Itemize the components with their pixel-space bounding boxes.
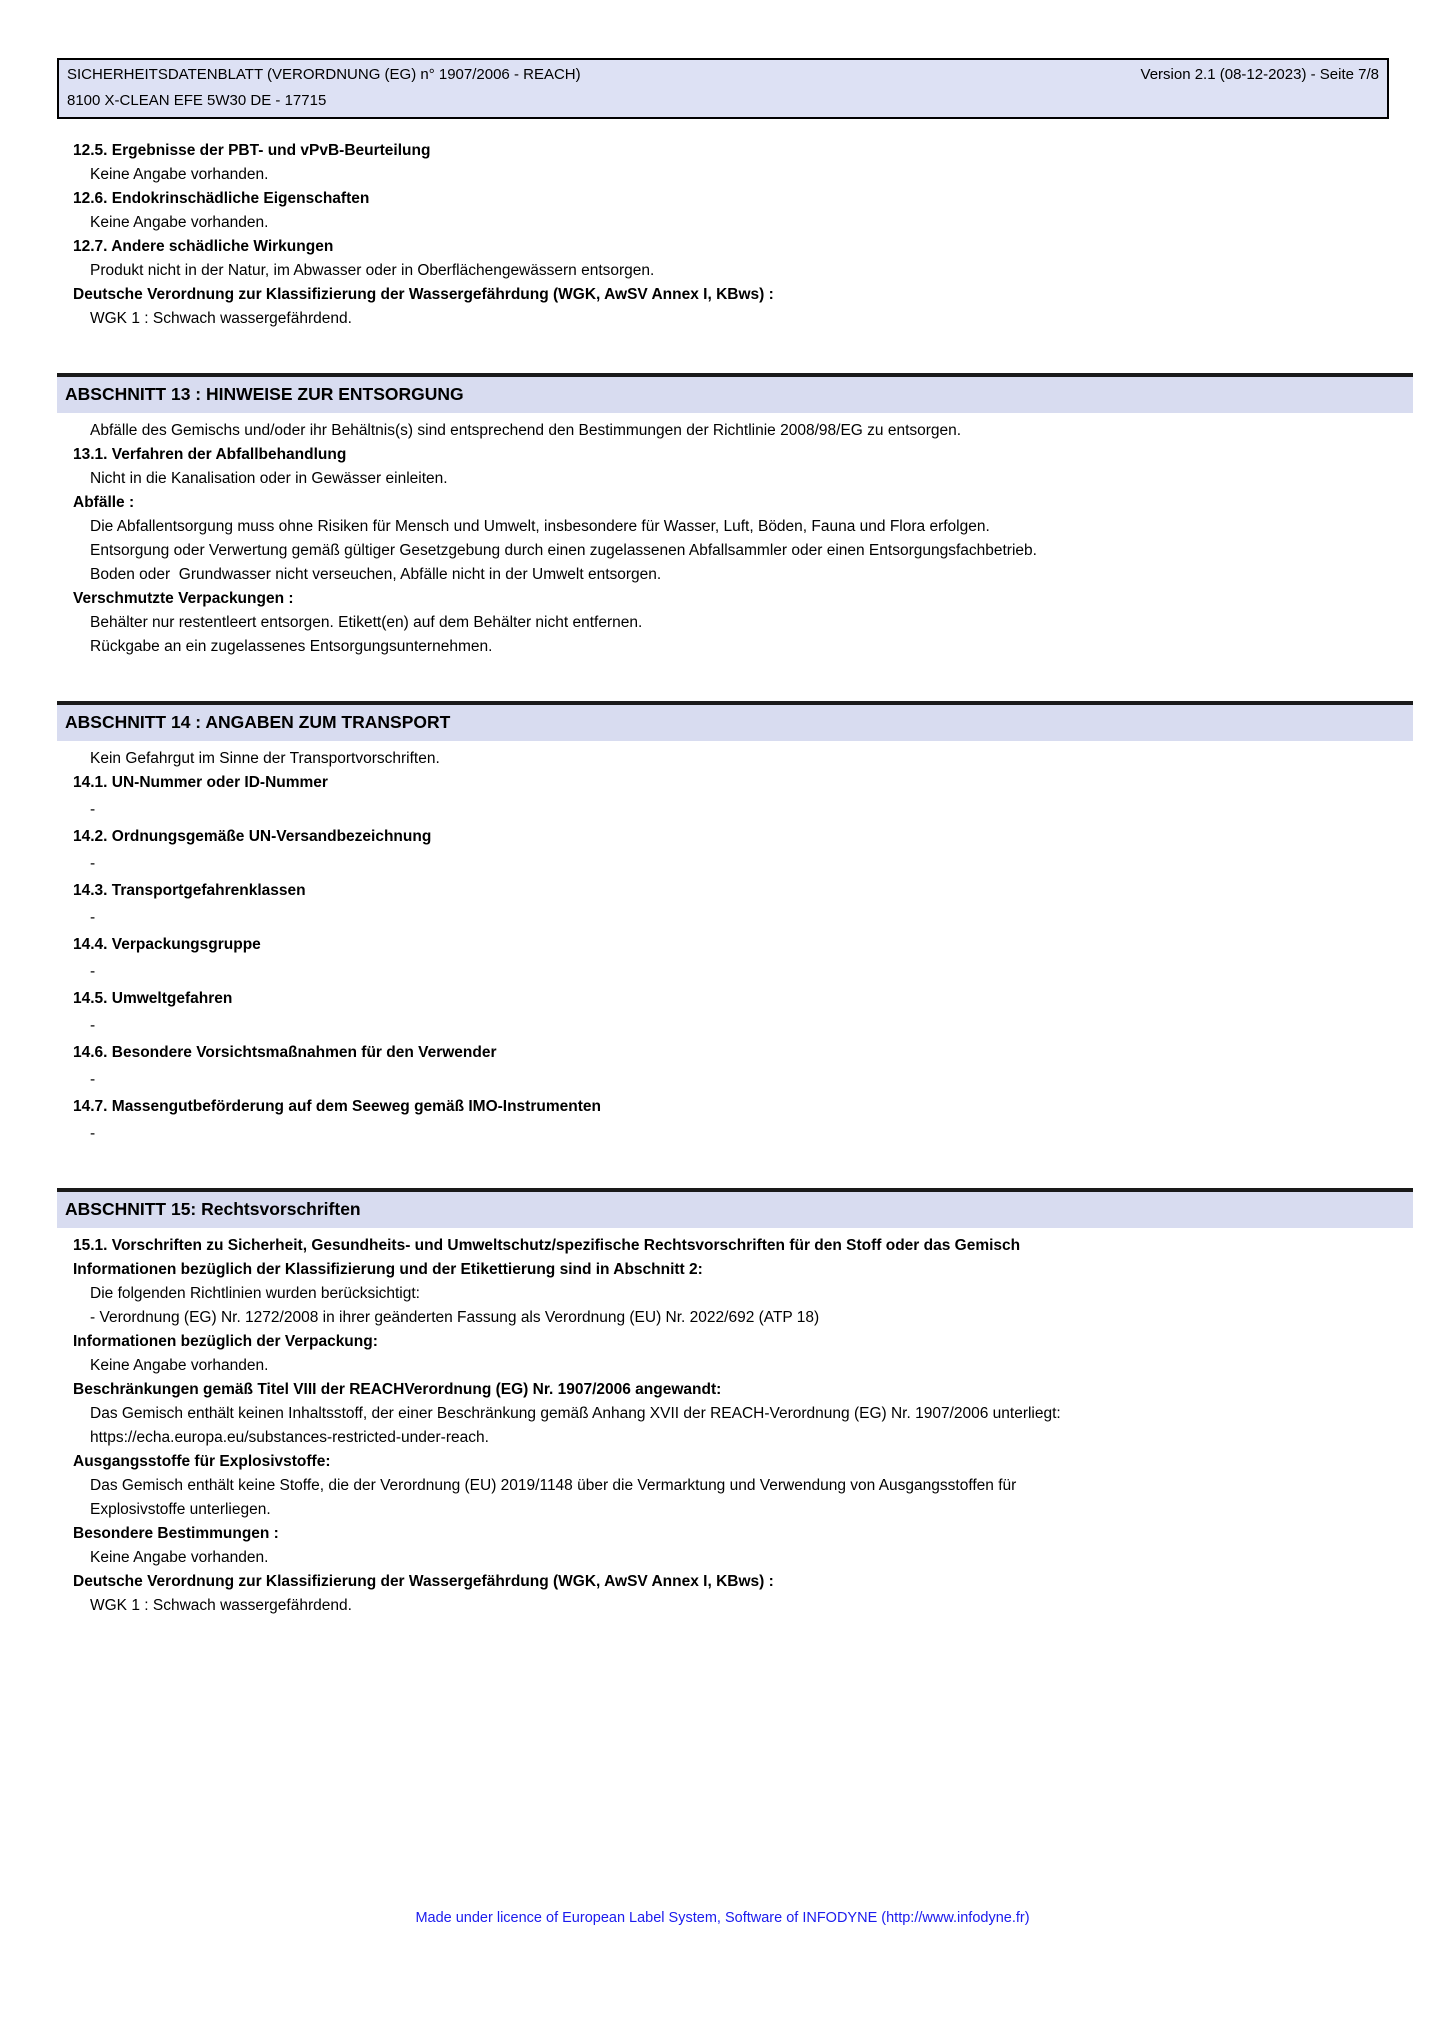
field-label: Informationen bezüglich der Verpackung: [73,1333,378,1350]
field-label: Abfälle : [73,494,135,511]
section-header-bar: ABSCHNITT 13 : HINWEISE ZUR ENTSORGUNG [57,373,1413,413]
version-page-info: Version 2.1 (08-12-2023) - Seite 7/8 [1140,66,1379,83]
body-line: Rückgabe an ein zugelassenes Entsorgungsunternehmen. [90,638,493,655]
body-line: Nicht in die Kanalisation oder in Gewässer einleiten. [90,470,448,487]
body-line: https://echa.europa.eu/substances-restricted-under-reach. [90,1429,489,1446]
body-line: Boden oder Grundwasser nicht verseuchen, Abfälle nicht in der Umwelt entsorgen. [90,566,662,583]
field-label: Deutsche Verordnung zur Klassifizierung der Wassergefährdung (WGK, AwSV Annex I, KBws) : [73,286,774,303]
body-line: Keine Angabe vorhanden. [90,214,269,231]
field-label: Besondere Bestimmungen : [73,1525,279,1542]
product-identifier: 8100 X-CLEAN EFE 5W30 DE - 17715 [67,92,327,109]
subsection-heading: 12.6. Endokrinschädliche Eigenschaften [73,190,370,207]
body-line: Entsorgung oder Verwertung gemäß gültiger Gesetzgebung durch einen zugelassenen Abfallsammler oder einen Entsorgungsfachbetrieb. [90,542,1037,559]
subsection-heading: 13.1. Verfahren der Abfallbehandlung [73,446,347,463]
field-label: Beschränkungen gemäß Titel VIII der REACHVerordnung (EG) Nr. 1907/2006 angewandt: [73,1381,722,1398]
header-line-1 [67,62,1379,88]
body-line: Keine Angabe vorhanden. [90,1549,269,1566]
subsection-heading: 14.1. UN-Nummer oder ID-Nummer [73,774,328,791]
empty-value-dash: - [90,1017,96,1034]
subsection-heading: 12.7. Andere schädliche Wirkungen [73,238,334,255]
footer-license-link[interactable]: Made under licence of European Label System, Software of INFODYNE (http://www.infodyne.fr) [415,1910,1030,1926]
subsection-heading: 14.4. Verpackungsgruppe [73,936,261,953]
empty-value-dash: - [90,855,96,872]
document-body [57,141,1413,1616]
body-line: - Verordnung (EG) Nr. 1272/2008 in ihrer geänderten Fassung als Verordnung (EU) Nr. 2022/692 (ATP 18) [90,1309,820,1326]
subsection-heading: 14.3. Transportgefahrenklassen [73,882,306,899]
body-line: Das Gemisch enthält keine Stoffe, die der Verordnung (EU) 2019/1148 über die Vermarktung und Verwendung von Ausgangsstoffen für [90,1477,1017,1494]
body-line: WGK 1 : Schwach wassergefährdend. [90,1597,352,1614]
empty-value-dash: - [90,909,96,926]
field-label: Ausgangsstoffe für Explosivstoffe: [73,1453,331,1470]
empty-value-dash: - [90,1125,96,1142]
subsection-heading: 12.5. Ergebnisse der PBT- und vPvB-Beurteilung [73,142,431,159]
body-line: Produkt nicht in der Natur, im Abwasser oder in Oberflächengewässern entsorgen. [90,262,655,279]
content-column [57,58,1413,1620]
subsection-heading: 14.2. Ordnungsgemäße UN-Versandbezeichnung [73,828,432,845]
body-line: Explosivstoffe unterliegen. [90,1501,271,1518]
empty-value-dash: - [90,963,96,980]
body-line: Behälter nur restentleert entsorgen. Etikett(en) auf dem Behälter nicht entfernen. [90,614,643,631]
body-line: Kein Gefahrgut im Sinne der Transportvorschriften. [90,750,440,767]
body-line: WGK 1 : Schwach wassergefährdend. [90,310,352,327]
body-line: Keine Angabe vorhanden. [90,166,269,183]
document-header [57,58,1389,119]
document-title: SICHERHEITSDATENBLATT (VERORDNUNG (EG) n° 1907/2006 - REACH) [67,66,581,83]
body-line: Die Abfallentsorgung muss ohne Risiken für Mensch und Umwelt, insbesondere für Wasser, Luft, Böden, Fauna und Flora erfolgen. [90,518,990,535]
empty-value-dash: - [90,801,96,818]
subsection-heading: 15.1. Vorschriften zu Sicherheit, Gesundheits- und Umweltschutz/spezifische Rechtsvorschriften für den Stoff oder das Gemisch [73,1237,1021,1254]
field-label: Deutsche Verordnung zur Klassifizierung der Wassergefährdung (WGK, AwSV Annex I, KBws) : [73,1573,774,1590]
subsection-heading: 14.5. Umweltgefahren [73,990,233,1007]
subsection-heading: 14.7. Massengutbeförderung auf dem Seeweg gemäß IMO-Instrumenten [73,1098,601,1115]
body-line: Das Gemisch enthält keinen Inhaltsstoff, der einer Beschränkung gemäß Anhang XVII der REACH-Verordnung (EG) Nr. 1907/2006 unterliegt: [90,1405,1061,1422]
body-line: Die folgenden Richtlinien wurden berücksichtigt: [90,1285,420,1302]
section-header-bar: ABSCHNITT 14 : ANGABEN ZUM TRANSPORT [57,701,1413,741]
field-label: Informationen bezüglich der Klassifizierung und der Etikettierung sind in Abschnitt 2: [73,1261,703,1278]
empty-value-dash: - [90,1071,96,1088]
subsection-heading: 14.6. Besondere Vorsichtsmaßnahmen für den Verwender [73,1044,497,1061]
body-line: Abfälle des Gemischs und/oder ihr Behältnis(s) sind entsprechend den Bestimmungen der Richtlinie 2008/98/EG zu entsorgen. [90,422,962,439]
body-line: Keine Angabe vorhanden. [90,1357,269,1374]
field-label: Verschmutzte Verpackungen : [73,590,294,607]
section-header-bar: ABSCHNITT 15: Rechtsvorschriften [57,1188,1413,1228]
